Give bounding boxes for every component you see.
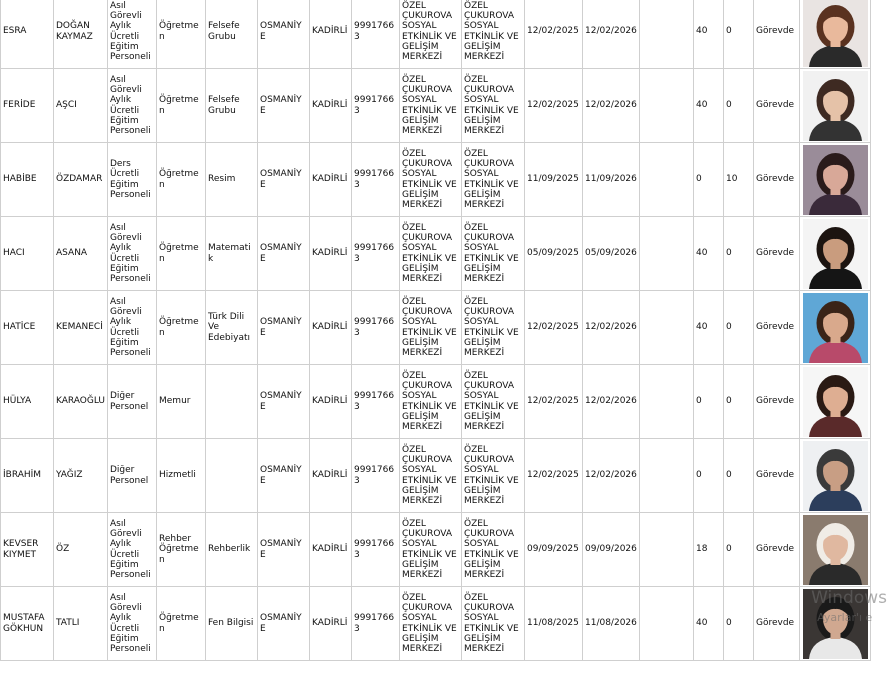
table-row — [1, 439, 871, 513]
province-cell: OSMANİYE — [258, 587, 310, 661]
branch-cell: Fen Bilgisi — [206, 587, 258, 661]
first-name-cell: HACI — [1, 217, 54, 291]
staff-type-cell: Asıl Görevli Aylık Ücretli Eğitim Personeli — [108, 0, 157, 69]
start-date-cell: 12/02/2025 — [525, 365, 583, 439]
province-cell: OSMANİYE — [258, 217, 310, 291]
title-cell: Öğretmen — [157, 69, 206, 143]
first-name-cell: KEVSER KIYMET — [1, 513, 54, 587]
end-date-cell: 11/08/2026 — [583, 587, 640, 661]
institution-secondary-cell: ÖZEL ÇUKUROVA SOSYAL ETKİNLİK VE GELİŞİM MERKEZİ — [462, 291, 525, 365]
watermark-title: Windows — [811, 588, 887, 608]
staff-photo — [803, 367, 868, 437]
portrait-image — [803, 589, 868, 659]
title-cell: Memur — [157, 365, 206, 439]
first-name-cell: İBRAHİM — [1, 439, 54, 513]
table-row — [1, 217, 871, 291]
institution-code-cell: 99917663 — [352, 513, 400, 587]
staff-type-cell: Asıl Görevli Aylık Ücretli Eğitim Personeli — [108, 513, 157, 587]
status-cell: Görevde — [754, 513, 800, 587]
district-cell: KADİRLİ — [310, 587, 352, 661]
extra-cell — [640, 217, 694, 291]
portrait-image — [803, 515, 868, 585]
portrait-image — [803, 441, 868, 511]
title-cell: Öğretmen — [157, 217, 206, 291]
hours-a-cell: 0 — [694, 143, 724, 217]
end-date-cell: 12/02/2026 — [583, 365, 640, 439]
branch-cell: Matematik — [206, 217, 258, 291]
branch-cell: Resim — [206, 143, 258, 217]
district-cell: KADİRLİ — [310, 439, 352, 513]
extra-cell — [640, 0, 694, 69]
last-name-cell: KARAOĞLU — [54, 365, 108, 439]
institution-cell: ÖZEL ÇUKUROVA SOSYAL ETKİNLİK VE GELİŞİM MERKEZİ — [400, 0, 462, 69]
staff-photo — [803, 219, 868, 289]
province-cell: OSMANİYE — [258, 513, 310, 587]
institution-secondary-cell: ÖZEL ÇUKUROVA SOSYAL ETKİNLİK VE GELİŞİM MERKEZİ — [462, 69, 525, 143]
start-date-cell: 12/02/2025 — [525, 69, 583, 143]
hours-a-cell: 0 — [694, 439, 724, 513]
hours-a-cell: 18 — [694, 513, 724, 587]
status-cell: Görevde — [754, 587, 800, 661]
institution-code-cell: 99917663 — [352, 69, 400, 143]
table-row — [1, 365, 871, 439]
start-date-cell: 12/02/2025 — [525, 291, 583, 365]
hours-b-cell: 10 — [724, 143, 754, 217]
portrait-image — [803, 219, 868, 289]
table-row — [1, 69, 871, 143]
last-name-cell: AŞCI — [54, 69, 108, 143]
hours-b-cell: 0 — [724, 513, 754, 587]
first-name-cell: FERİDE — [1, 69, 54, 143]
district-cell: KADİRLİ — [310, 69, 352, 143]
title-cell: Öğretmen — [157, 0, 206, 69]
institution-secondary-cell: ÖZEL ÇUKUROVA SOSYAL ETKİNLİK VE GELİŞİM MERKEZİ — [462, 143, 525, 217]
institution-secondary-cell: ÖZEL ÇUKUROVA SOSYAL ETKİNLİK VE GELİŞİM MERKEZİ — [462, 439, 525, 513]
province-cell: OSMANİYE — [258, 291, 310, 365]
staff-photo — [803, 589, 868, 659]
first-name-cell: ESRA — [1, 0, 54, 69]
title-cell: Öğretmen — [157, 587, 206, 661]
portrait-image — [803, 0, 868, 67]
start-date-cell: 09/09/2025 — [525, 513, 583, 587]
first-name-cell: HATİCE — [1, 291, 54, 365]
staff-photo — [803, 515, 868, 585]
branch-cell — [206, 365, 258, 439]
photo-cell — [800, 143, 871, 217]
hours-b-cell: 0 — [724, 365, 754, 439]
status-cell: Görevde — [754, 291, 800, 365]
extra-cell — [640, 513, 694, 587]
staff-type-cell: Asıl Görevli Aylık Ücretli Eğitim Personeli — [108, 69, 157, 143]
status-cell: Görevde — [754, 365, 800, 439]
staff-photo — [803, 145, 868, 215]
table-row — [1, 587, 871, 661]
start-date-cell: 12/02/2025 — [525, 0, 583, 69]
branch-cell: Felsefe Grubu — [206, 69, 258, 143]
end-date-cell: 12/02/2026 — [583, 69, 640, 143]
photo-cell — [800, 217, 871, 291]
staff-type-cell: Diğer Personel — [108, 365, 157, 439]
hours-b-cell: 0 — [724, 587, 754, 661]
institution-cell: ÖZEL ÇUKUROVA SOSYAL ETKİNLİK VE GELİŞİM MERKEZİ — [400, 217, 462, 291]
institution-code-cell: 99917663 — [352, 439, 400, 513]
title-cell: Öğretmen — [157, 143, 206, 217]
title-cell: Hizmetli — [157, 439, 206, 513]
district-cell: KADİRLİ — [310, 365, 352, 439]
district-cell: KADİRLİ — [310, 143, 352, 217]
extra-cell — [640, 143, 694, 217]
hours-b-cell: 0 — [724, 0, 754, 69]
hours-a-cell: 0 — [694, 365, 724, 439]
end-date-cell: 09/09/2026 — [583, 513, 640, 587]
district-cell: KADİRLİ — [310, 217, 352, 291]
photo-cell — [800, 439, 871, 513]
institution-secondary-cell: ÖZEL ÇUKUROVA SOSYAL ETKİNLİK VE GELİŞİM MERKEZİ — [462, 217, 525, 291]
table-row — [1, 513, 871, 587]
staff-type-cell: Ders Ücretli Eğitim Personeli — [108, 143, 157, 217]
institution-cell: ÖZEL ÇUKUROVA SOSYAL ETKİNLİK VE GELİŞİM MERKEZİ — [400, 143, 462, 217]
extra-cell — [640, 291, 694, 365]
end-date-cell: 12/02/2026 — [583, 0, 640, 69]
extra-cell — [640, 439, 694, 513]
title-cell: Öğretmen — [157, 291, 206, 365]
institution-secondary-cell: ÖZEL ÇUKUROVA SOSYAL ETKİNLİK VE GELİŞİM MERKEZİ — [462, 365, 525, 439]
table-row — [1, 291, 871, 365]
hours-a-cell: 40 — [694, 291, 724, 365]
branch-cell — [206, 439, 258, 513]
district-cell: KADİRLİ — [310, 291, 352, 365]
photo-cell — [800, 513, 871, 587]
province-cell: OSMANİYE — [258, 0, 310, 69]
start-date-cell: 12/02/2025 — [525, 439, 583, 513]
portrait-image — [803, 71, 868, 141]
hours-b-cell: 0 — [724, 217, 754, 291]
hours-a-cell: 40 — [694, 217, 724, 291]
staff-photo — [803, 0, 868, 67]
start-date-cell: 11/09/2025 — [525, 143, 583, 217]
institution-cell: ÖZEL ÇUKUROVA SOSYAL ETKİNLİK VE GELİŞİM MERKEZİ — [400, 513, 462, 587]
staff-type-cell: Asıl Görevli Aylık Ücretli Eğitim Personeli — [108, 291, 157, 365]
portrait-image — [803, 145, 868, 215]
status-cell: Görevde — [754, 69, 800, 143]
photo-cell — [800, 587, 871, 661]
end-date-cell: 12/02/2026 — [583, 291, 640, 365]
first-name-cell: HÜLYA — [1, 365, 54, 439]
branch-cell: Türk Dili Ve Edebiyatı — [206, 291, 258, 365]
hours-b-cell: 0 — [724, 291, 754, 365]
staff-type-cell: Asıl Görevli Aylık Ücretli Eğitim Personeli — [108, 217, 157, 291]
institution-cell: ÖZEL ÇUKUROVA SOSYAL ETKİNLİK VE GELİŞİM MERKEZİ — [400, 291, 462, 365]
end-date-cell: 11/09/2026 — [583, 143, 640, 217]
hours-b-cell: 0 — [724, 69, 754, 143]
branch-cell: Rehberlik — [206, 513, 258, 587]
branch-cell: Felsefe Grubu — [206, 0, 258, 69]
province-cell: OSMANİYE — [258, 143, 310, 217]
last-name-cell: DOĞAN KAYMAZ — [54, 0, 108, 69]
extra-cell — [640, 365, 694, 439]
last-name-cell: KEMANECİ — [54, 291, 108, 365]
end-date-cell: 05/09/2026 — [583, 217, 640, 291]
extra-cell — [640, 587, 694, 661]
institution-cell: ÖZEL ÇUKUROVA SOSYAL ETKİNLİK VE GELİŞİM MERKEZİ — [400, 69, 462, 143]
institution-secondary-cell: ÖZEL ÇUKUROVA SOSYAL ETKİNLİK VE GELİŞİM MERKEZİ — [462, 587, 525, 661]
photo-cell — [800, 69, 871, 143]
institution-code-cell: 99917663 — [352, 365, 400, 439]
last-name-cell: TATLI — [54, 587, 108, 661]
last-name-cell: YAĞIZ — [54, 439, 108, 513]
end-date-cell: 12/02/2026 — [583, 439, 640, 513]
institution-code-cell: 99917663 — [352, 217, 400, 291]
extra-cell — [640, 69, 694, 143]
first-name-cell: MUSTAFA GÖKHUN — [1, 587, 54, 661]
institution-cell: ÖZEL ÇUKUROVA SOSYAL ETKİNLİK VE GELİŞİM MERKEZİ — [400, 365, 462, 439]
watermark-subtitle: Ayarlar'ı e — [817, 611, 873, 624]
institution-cell: ÖZEL ÇUKUROVA SOSYAL ETKİNLİK VE GELİŞİM MERKEZİ — [400, 439, 462, 513]
last-name-cell: ÖZ — [54, 513, 108, 587]
hours-a-cell: 40 — [694, 0, 724, 69]
photo-cell — [800, 0, 871, 69]
photo-cell — [800, 365, 871, 439]
status-cell: Görevde — [754, 217, 800, 291]
hours-a-cell: 40 — [694, 587, 724, 661]
status-cell: Görevde — [754, 143, 800, 217]
staff-photo — [803, 71, 868, 141]
district-cell: KADİRLİ — [310, 0, 352, 69]
status-cell: Görevde — [754, 439, 800, 513]
table-row — [1, 143, 871, 217]
staff-type-cell: Asıl Görevli Aylık Ücretli Eğitim Personeli — [108, 587, 157, 661]
start-date-cell: 05/09/2025 — [525, 217, 583, 291]
portrait-image — [803, 293, 868, 363]
institution-code-cell: 99917663 — [352, 587, 400, 661]
institution-secondary-cell: ÖZEL ÇUKUROVA SOSYAL ETKİNLİK VE GELİŞİM MERKEZİ — [462, 513, 525, 587]
last-name-cell: ÖZDAMAR — [54, 143, 108, 217]
staff-type-cell: Diğer Personel — [108, 439, 157, 513]
staff-photo — [803, 293, 868, 363]
institution-code-cell: 99917663 — [352, 0, 400, 69]
photo-cell — [800, 291, 871, 365]
hours-b-cell: 0 — [724, 439, 754, 513]
title-cell: Rehber Öğretmen — [157, 513, 206, 587]
province-cell: OSMANİYE — [258, 69, 310, 143]
staff-photo — [803, 441, 868, 511]
institution-code-cell: 99917663 — [352, 143, 400, 217]
institution-cell: ÖZEL ÇUKUROVA SOSYAL ETKİNLİK VE GELİŞİM MERKEZİ — [400, 587, 462, 661]
province-cell: OSMANİYE — [258, 365, 310, 439]
province-cell: OSMANİYE — [258, 439, 310, 513]
last-name-cell: ASANA — [54, 217, 108, 291]
institution-code-cell: 99917663 — [352, 291, 400, 365]
table-row — [1, 0, 871, 69]
start-date-cell: 11/08/2025 — [525, 587, 583, 661]
institution-secondary-cell: ÖZEL ÇUKUROVA SOSYAL ETKİNLİK VE GELİŞİM MERKEZİ — [462, 0, 525, 69]
first-name-cell: HABİBE — [1, 143, 54, 217]
status-cell: Görevde — [754, 0, 800, 69]
hours-a-cell: 40 — [694, 69, 724, 143]
district-cell: KADİRLİ — [310, 513, 352, 587]
portrait-image — [803, 367, 868, 437]
